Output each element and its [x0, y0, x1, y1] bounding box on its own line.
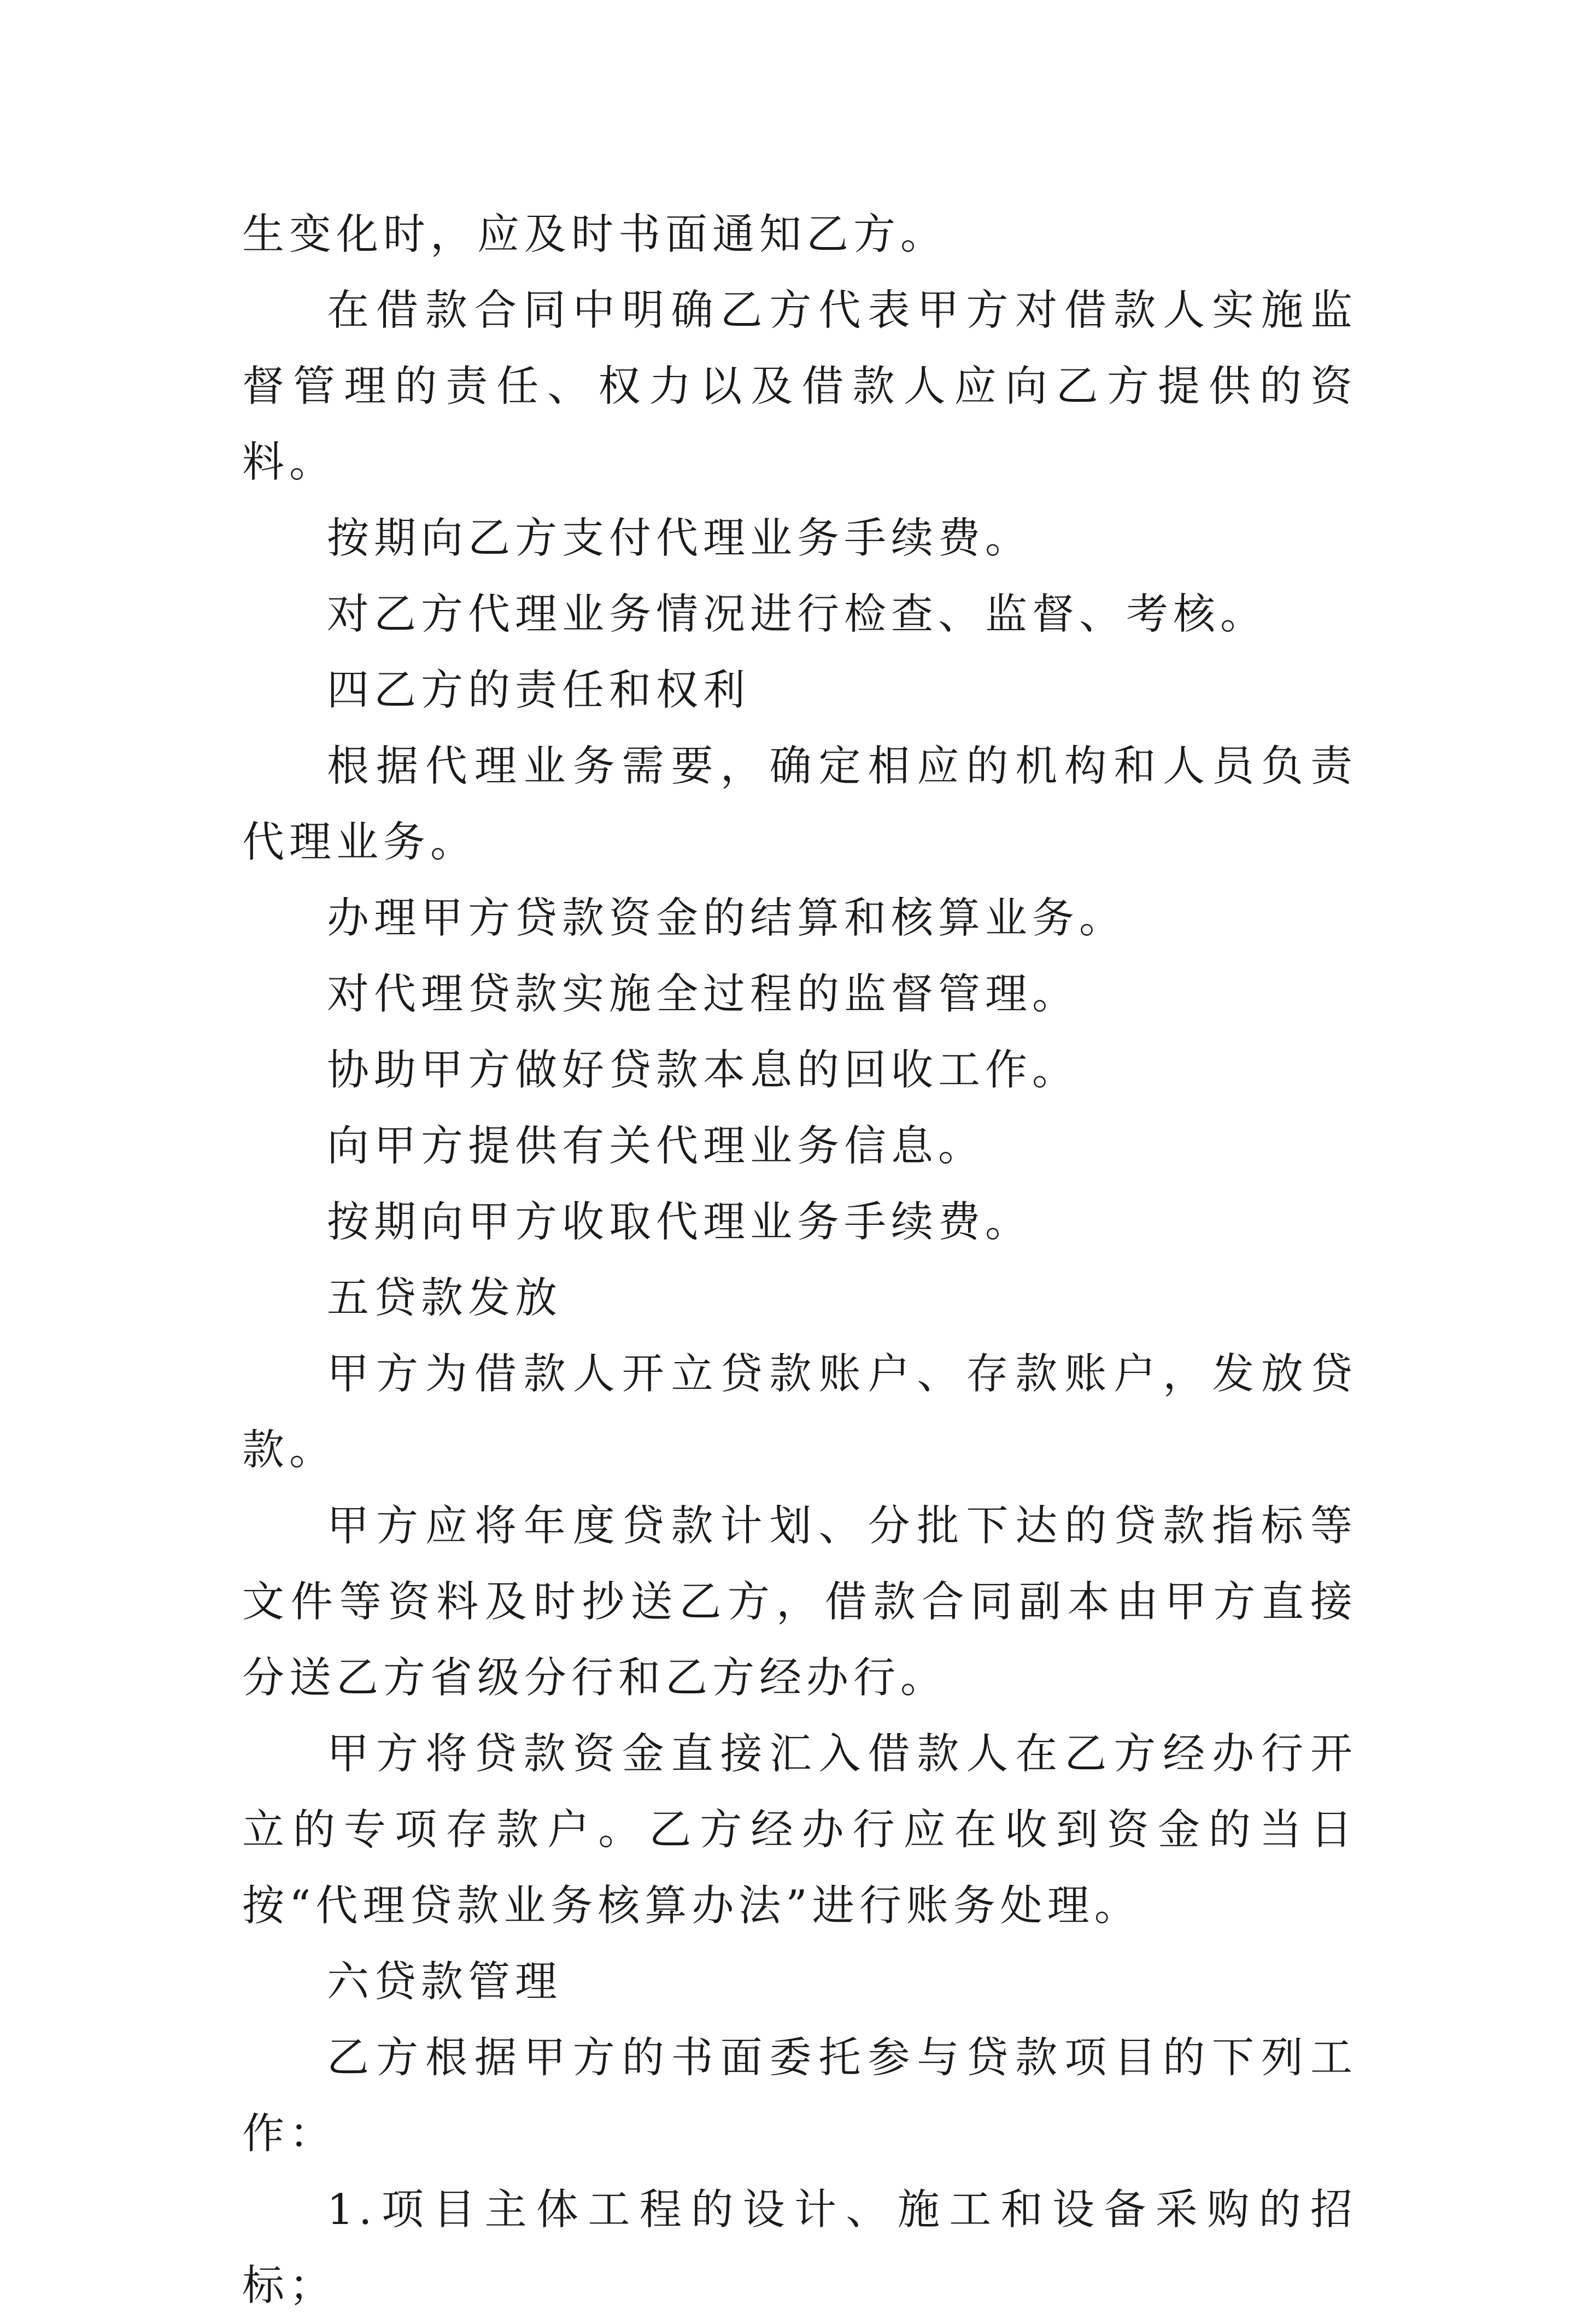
paragraph-1: 生变化时，应及时书面通知乙方。: [242, 210, 947, 259]
paragraph-9: 协助甲方做好贷款本息的回收工作。: [327, 1046, 1079, 1095]
paragraph-2: 在借款合同中明确乙方代表甲方对借款人实施监督管理的责任、权力以及借款人应向乙方提供的资料。: [242, 286, 1357, 487]
paragraph-15: 甲方将贷款资金直接汇入借款人在乙方经办行开立的专项存款户。乙方经办行应在收到资金的当日按“代理贷款业务核算办法”进行账务处理。: [242, 1730, 1357, 1930]
document-body: [242, 197, 1357, 2324]
paragraph-14: 甲方应将年度贷款计划、分批下达的贷款指标等文件等资料及时抄送乙方，借款合同副本由甲方直接分送乙方省级分行和乙方经办行。: [242, 1502, 1357, 1703]
paragraph-8: 对代理贷款实施全过程的监督管理。: [327, 970, 1079, 1019]
section-heading-4: 四乙方的责任和权利: [327, 666, 750, 715]
list-item-1: 1.项目主体工程的设计、施工和设备采购的招标；: [242, 2186, 1357, 2310]
paragraph-10: 向甲方提供有关代理业务信息。: [327, 1122, 985, 1171]
paragraph-7: 办理甲方贷款资金的结算和核算业务。: [327, 894, 1126, 943]
section-heading-6: 六贷款管理: [327, 1958, 562, 2006]
paragraph-6: 根据代理业务需要，确定相应的机构和人员负责代理业务。: [242, 742, 1357, 867]
section-heading-5: 五贷款发放: [327, 1274, 562, 1323]
paragraph-13: 甲方为借款人开立贷款账户、存款账户，发放贷款。: [242, 1350, 1357, 1475]
paragraph-17: 乙方根据甲方的书面委托参与贷款项目的下列工作：: [242, 2034, 1357, 2158]
paragraph-11: 按期向甲方收取代理业务手续费。: [327, 1198, 1032, 1247]
paragraph-4: 对乙方代理业务情况进行检查、监督、考核。: [327, 590, 1267, 639]
paragraph-3: 按期向乙方支付代理业务手续费。: [327, 514, 1032, 563]
